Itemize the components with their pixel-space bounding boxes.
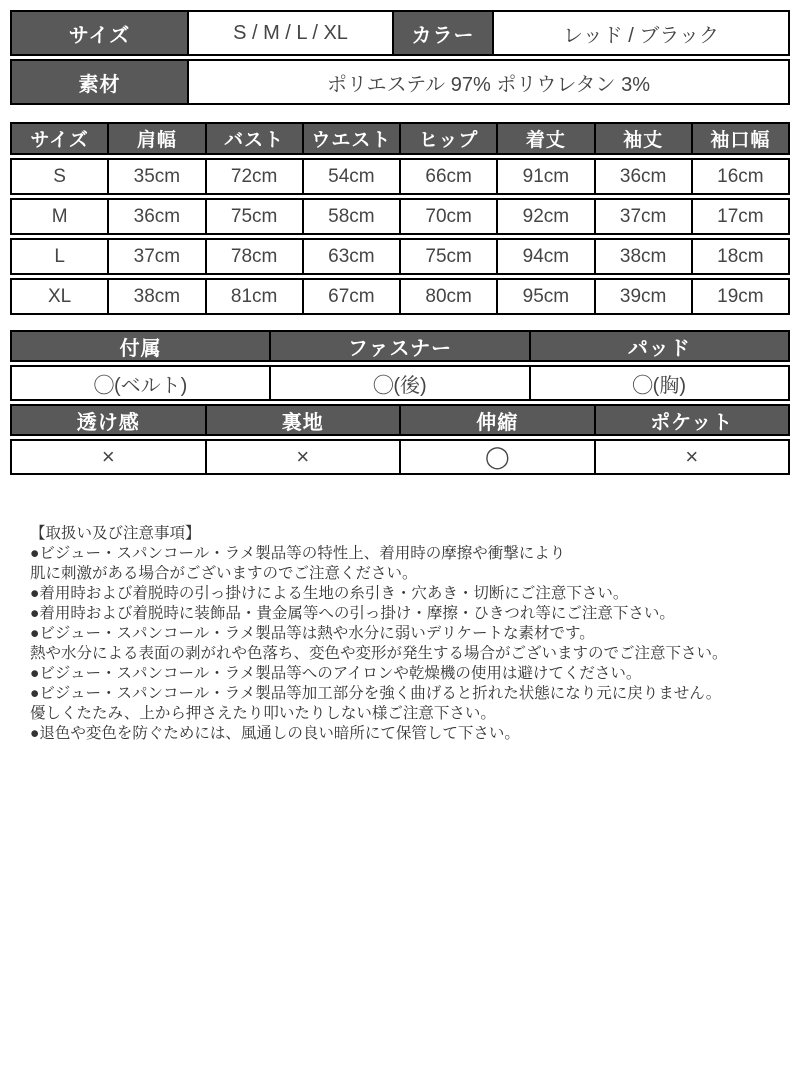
care-note-line: ●ビジュー・スパンコール・ラメ製品等は熱や水分に弱いデリケートな素材です。	[30, 625, 595, 642]
col-header-sheerness: 透け感	[12, 406, 205, 434]
care-note-line: ●ビジュー・スパンコール・ラメ製品等加工部分を強く曲げると折れた状態になり元に戻りません。	[30, 685, 722, 702]
features2-value-row	[10, 439, 790, 475]
care-note-line: ●ビジュー・スパンコール・ラメ製品等へのアイロンや乾燥機の使用は避けてください。	[30, 665, 642, 682]
cell: 95cm	[496, 280, 593, 313]
cell: 36cm	[594, 160, 691, 193]
cell: XL	[12, 280, 107, 313]
col-header-fastener: ファスナー	[269, 332, 528, 360]
cell: S	[12, 160, 107, 193]
cell: 72cm	[205, 160, 302, 193]
cell: 80cm	[399, 280, 496, 313]
care-notes	[30, 524, 775, 744]
material-value: ポリエステル 97% ポリウレタン 3%	[187, 61, 788, 103]
col-header-size: サイズ	[12, 124, 107, 153]
color-value: レッド / ブラック	[492, 12, 788, 54]
cell: 75cm	[399, 240, 496, 273]
cell: 38cm	[107, 280, 204, 313]
spec-table	[10, 10, 790, 108]
lining-value: ×	[205, 441, 400, 473]
features1-value-row	[10, 365, 790, 401]
col-header-lining: 裏地	[205, 406, 400, 434]
cell: 36cm	[107, 200, 204, 233]
cell: 54cm	[302, 160, 399, 193]
size-row-m	[10, 198, 790, 235]
sheerness-value: ×	[12, 441, 205, 473]
cell: 35cm	[107, 160, 204, 193]
pad-value: ◯(胸)	[529, 367, 788, 399]
features-table-2	[10, 404, 790, 478]
cell: 38cm	[594, 240, 691, 273]
cell: 81cm	[205, 280, 302, 313]
cell: 39cm	[594, 280, 691, 313]
size-row-l	[10, 238, 790, 275]
col-header-pocket: ポケット	[594, 406, 789, 434]
care-note-line: ●着用時および着脱時に装飾品・貴金属等への引っ掛け・摩擦・ひきつれ等にご注意下さい。	[30, 605, 675, 622]
size-chart-header-row	[10, 122, 790, 155]
col-header-stretch: 伸縮	[399, 406, 594, 434]
cell: 19cm	[691, 280, 788, 313]
cell: 18cm	[691, 240, 788, 273]
cell: 91cm	[496, 160, 593, 193]
size-chart-table	[10, 122, 790, 318]
care-note-line: ●着用時および着脱時の引っ掛けによる生地の糸引き・穴あき・切断にご注意下さい。	[30, 585, 629, 602]
size-row-s	[10, 158, 790, 195]
cell: 70cm	[399, 200, 496, 233]
fastener-value: ◯(後)	[269, 367, 528, 399]
cell: 92cm	[496, 200, 593, 233]
material-label: 素材	[12, 61, 187, 103]
cell: 63cm	[302, 240, 399, 273]
size-row-xl	[10, 278, 790, 315]
cell: 16cm	[691, 160, 788, 193]
table-row	[10, 59, 790, 105]
features2-header-row	[10, 404, 790, 436]
cell: 66cm	[399, 160, 496, 193]
cell: 17cm	[691, 200, 788, 233]
col-header-hip: ヒップ	[399, 124, 496, 153]
accessory-value: ◯(ベルト)	[12, 367, 269, 399]
care-note-line: 優しくたたみ、上から押さえたり叩いたりしない様ご注意下さい。	[30, 705, 496, 722]
table-row	[10, 10, 790, 56]
care-note-line: ●退色や変色を防ぐためには、風通しの良い暗所にて保管して下さい。	[30, 725, 520, 742]
cell: 75cm	[205, 200, 302, 233]
cell: L	[12, 240, 107, 273]
cell: 58cm	[302, 200, 399, 233]
col-header-waist: ウエスト	[302, 124, 399, 153]
care-note-line: 肌に刺激がある場合がございますのでご注意ください。	[30, 565, 418, 582]
care-note-line: 熱や水分による表面の剥がれや色落ち、変色や変形が発生する場合がございますのでご注意下さい。	[30, 645, 728, 662]
care-notes-title: 【取扱い及び注意事項】	[30, 525, 201, 542]
col-header-bust: バスト	[205, 124, 302, 153]
cell: 78cm	[205, 240, 302, 273]
col-header-pad: パッド	[529, 332, 788, 360]
size-value: S / M / L / XL	[187, 12, 392, 54]
pocket-value: ×	[594, 441, 789, 473]
care-note-line: ●ビジュー・スパンコール・ラメ製品等の特性上、着用時の摩擦や衝撃により	[30, 545, 566, 562]
size-label: サイズ	[12, 12, 187, 54]
features-table-1	[10, 330, 790, 404]
col-header-accessory: 付属	[12, 332, 269, 360]
color-label: カラー	[392, 12, 492, 54]
features1-header-row	[10, 330, 790, 362]
col-header-length: 着丈	[496, 124, 593, 153]
cell: 37cm	[107, 240, 204, 273]
cell: 37cm	[594, 200, 691, 233]
col-header-shoulder: 肩幅	[107, 124, 204, 153]
stretch-value: ◯	[399, 441, 594, 473]
col-header-cuff: 袖口幅	[691, 124, 788, 153]
cell: 94cm	[496, 240, 593, 273]
cell: M	[12, 200, 107, 233]
col-header-sleeve: 袖丈	[594, 124, 691, 153]
cell: 67cm	[302, 280, 399, 313]
